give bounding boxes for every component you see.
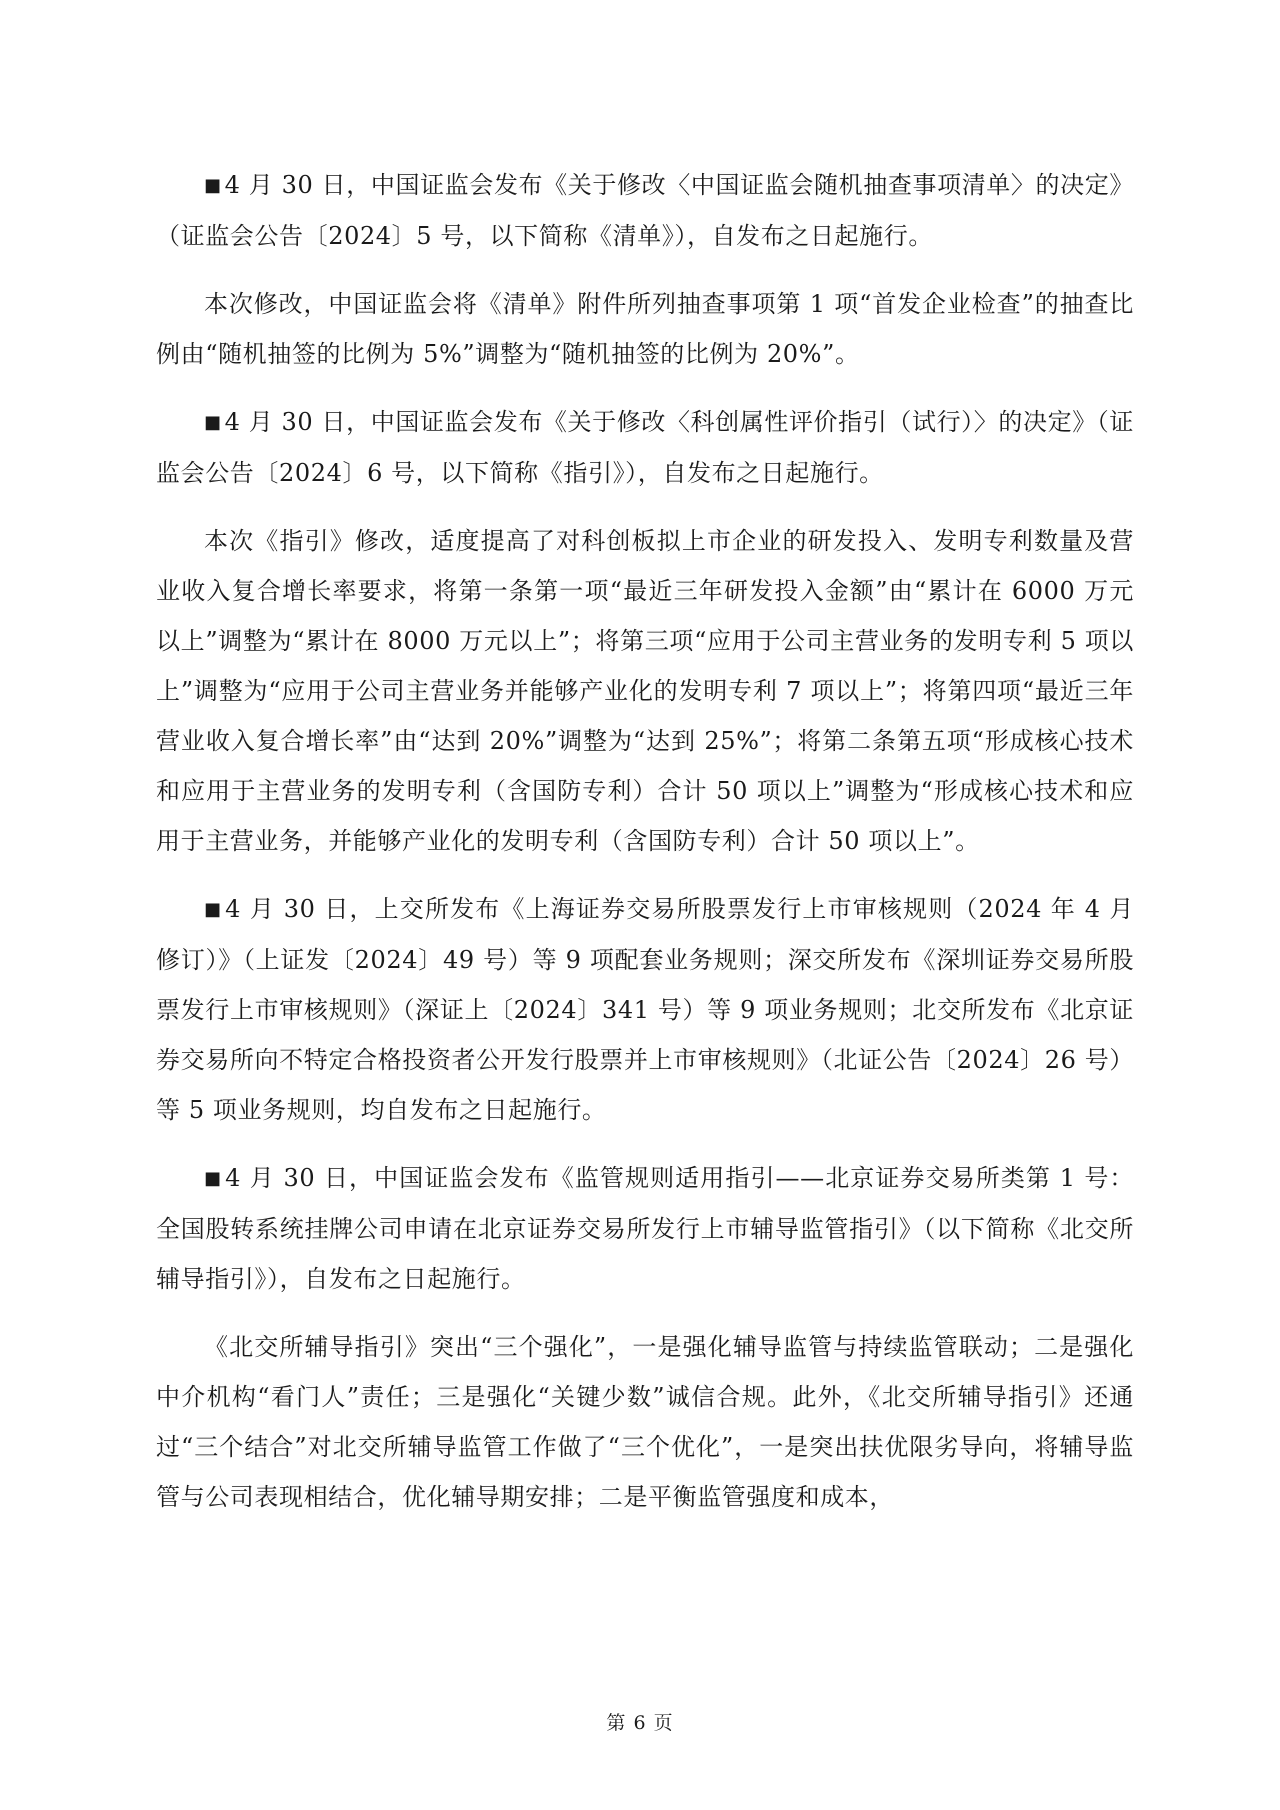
document-body xyxy=(156,160,1134,1540)
black-square-bullet-icon: ■ xyxy=(204,175,222,196)
paragraph-text: 本次修改，中国证监会将《清单》附件所列抽查事项第 1 项“首发企业检查”的抽查比例由“随机抽签的比例为 5%”调整为“随机抽签的比例为 20%”。 xyxy=(156,290,1134,368)
black-square-bullet-icon: ■ xyxy=(204,412,222,433)
page-number: 第 6 页 xyxy=(606,1712,674,1734)
paragraph-text: 本次《指引》修改，适度提高了对科创板拟上市企业的研发投入、发明专利数量及营业收入复合增长率要求，将第一条第一项“最近三年研发投入金额”由“累计在 6000 万元以上”调整为“累计在 8000 万元以上”；将第三项“应用于公司主营业务的发明专利 5 项以上”调整为“应用于公司主营业务并能够产业化的发明专利 7 项以上”；将第四项“最近三年营业收入复合增长率”由“达到 20%”调整为“达到 25%”；将第二条第五项“形成核心技术和应用于主营业务的发明专利（含国防专利）合计 50 项以上”调整为“形成核心技术和应用于主营业务，并能够产业化的发明专利（含国防专利）合计 50 项以上”。 xyxy=(156,527,1134,855)
paragraph-1 xyxy=(156,160,1134,261)
paragraph-7 xyxy=(156,1322,1134,1522)
paragraph-2 xyxy=(156,279,1134,379)
paragraph-3 xyxy=(156,397,1134,498)
paragraph-5 xyxy=(156,884,1134,1135)
paragraph-text: 4 月 30 日，上交所发布《上海证券交易所股票发行上市审核规则（2024 年 4 月修订）》（上证发〔2024〕49 号）等 9 项配套业务规则；深交所发布《深圳证券交易所股票发行上市审核规则》（深证上〔2024〕341 号）等 9 项业务规则；北交所发布《北京证券交易所向不特定合格投资者公开发行股票并上市审核规则》（北证公告〔2024〕26 号）等 5 项业务规则，均自发布之日起施行。 xyxy=(156,895,1134,1124)
paragraph-4 xyxy=(156,516,1134,866)
black-square-bullet-icon: ■ xyxy=(204,1168,223,1189)
paragraph-text: 《北交所辅导指引》突出“三个强化”，一是强化辅导监管与持续监管联动；二是强化中介机构“看门人”责任；三是强化“关键少数”诚信合规。此外，《北交所辅导指引》还通过“三个结合”对北交所辅导监管工作做了“三个优化”，一是突出扶优限劣导向，将辅导监管与公司表现相结合，优化辅导期安排；二是平衡监管强度和成本， xyxy=(156,1333,1134,1511)
black-square-bullet-icon: ■ xyxy=(204,899,223,920)
paragraph-6 xyxy=(156,1153,1134,1304)
paragraph-text: 4 月 30 日，中国证监会发布《监管规则适用指引——北京证券交易所类第 1 号：全国股转系统挂牌公司申请在北京证券交易所发行上市辅导监管指引》（以下简称《北交所辅导指引》），自发布之日起施行。 xyxy=(156,1164,1135,1293)
paragraph-text: 4 月 30 日，中国证监会发布《关于修改〈中国证监会随机抽查事项清单〉的决定》（证监会公告〔2024〕5 号，以下简称《清单》），自发布之日起施行。 xyxy=(156,171,1135,250)
paragraph-text: 4 月 30 日，中国证监会发布《关于修改〈科创属性评价指引（试行）〉的决定》（证监会公告〔2024〕6 号，以下简称《指引》），自发布之日起施行。 xyxy=(156,408,1134,487)
